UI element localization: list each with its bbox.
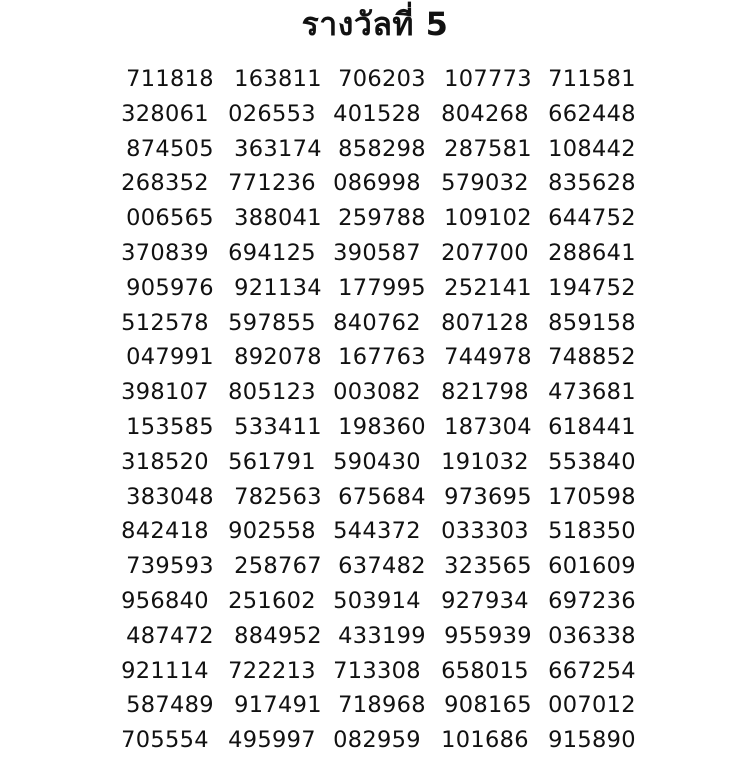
prize-number: 401528 [333,100,421,127]
prize-number: 287581 [444,135,532,162]
prize-number: 858298 [338,135,426,162]
prize-number: 908165 [444,692,532,719]
prize-number: 268352 [121,170,209,197]
prize-number: 288641 [548,239,636,266]
number-row [0,132,750,167]
number-row [0,166,750,201]
prize-number: 842418 [121,518,209,545]
prize-number: 840762 [333,309,421,336]
prize-number: 036338 [548,622,636,649]
prize-number: 109102 [444,205,532,232]
number-row [0,375,750,410]
number-row [0,688,750,723]
prize-number: 101686 [441,727,529,754]
prize-number: 902558 [228,518,316,545]
prize-number: 667254 [548,657,636,684]
prize-number: 107773 [444,66,532,92]
prize-number: 108442 [548,135,636,162]
prize-number: 859158 [548,309,636,336]
prize-number: 323565 [444,553,532,580]
prize-number: 503914 [333,587,421,614]
prize-number: 821798 [441,379,529,406]
prize-number: 915890 [548,727,636,754]
prize-number: 363174 [234,135,322,162]
prize-number: 495997 [228,727,316,754]
prize-number: 706203 [338,66,426,92]
prize-number: 722213 [228,657,316,684]
prize-number: 884952 [234,622,322,649]
page-title: รางวัลที่ 5 [301,5,449,43]
prize-number: 662448 [548,100,636,127]
number-row [0,445,750,480]
prize-number: 658015 [441,657,529,684]
prize-number: 553840 [548,448,636,475]
prize-number: 388041 [234,205,322,232]
prize-number: 328061 [121,100,209,127]
number-row [0,514,750,549]
prize-number: 003082 [333,379,421,406]
number-row [0,97,750,132]
prize-number: 705554 [121,727,209,754]
number-row [0,62,750,97]
prize-number: 258767 [234,553,322,580]
prize-number: 191032 [441,448,529,475]
prize-number: 512578 [121,309,209,336]
prize-number: 718968 [338,692,426,719]
prize-number: 007012 [548,692,636,719]
prize-number: 473681 [548,379,636,406]
prize-number: 618441 [548,413,636,440]
prize-number: 956840 [121,587,209,614]
prize-number: 167763 [338,344,426,371]
prize-number: 590430 [333,448,421,475]
number-row [0,410,750,445]
prize-number: 026553 [228,100,316,127]
prize-number: 835628 [548,170,636,197]
number-row [0,201,750,236]
prize-number: 637482 [338,553,426,580]
prize-number: 518350 [548,518,636,545]
prize-number: 177995 [338,274,426,301]
number-row [0,340,750,375]
prize-number: 587489 [126,692,214,719]
prize-number: 874505 [126,135,214,162]
prize-number: 804268 [441,100,529,127]
prize-number: 807128 [441,309,529,336]
prize-number: 675684 [338,483,426,510]
prize-number: 711581 [548,66,636,92]
prize-number: 973695 [444,483,532,510]
prize-number: 917491 [234,692,322,719]
number-row [0,619,750,654]
prize-number: 398107 [121,379,209,406]
prize-number: 921134 [234,274,322,301]
prize-number: 579032 [441,170,529,197]
prize-number: 892078 [234,344,322,371]
prize-number: 187304 [444,413,532,440]
number-row [0,480,750,515]
prize-number: 086998 [333,170,421,197]
prize-number: 771236 [228,170,316,197]
prize-number: 318520 [121,448,209,475]
prize-number: 082959 [333,727,421,754]
prize-number: 198360 [338,413,426,440]
number-row [0,549,750,584]
prize-number: 153585 [126,413,214,440]
number-row [0,723,750,758]
prize-number: 487472 [126,622,214,649]
number-row [0,306,750,341]
prize-number: 006565 [126,205,214,232]
prize-number: 251602 [228,587,316,614]
prize-number: 601609 [548,553,636,580]
prize-number: 927934 [441,587,529,614]
prize-number: 782563 [234,483,322,510]
prize-number: 805123 [228,379,316,406]
prize-number: 955939 [444,622,532,649]
prize-number: 905976 [126,274,214,301]
prize-number: 748852 [548,344,636,371]
prize-number: 697236 [548,587,636,614]
prize-number: 713308 [333,657,421,684]
prize-number: 711818 [126,66,214,92]
prize-number: 597855 [228,309,316,336]
prize-number: 207700 [441,239,529,266]
prize-number: 433199 [338,622,426,649]
prize-number: 194752 [548,274,636,301]
prize-number: 739593 [126,553,214,580]
prize-number: 644752 [548,205,636,232]
prize-number: 033303 [441,518,529,545]
prize-number: 921114 [121,657,209,684]
prize-number: 744978 [444,344,532,371]
prize-number: 252141 [444,274,532,301]
prize-number: 163811 [234,66,322,92]
number-row [0,584,750,619]
prize-number: 533411 [234,413,322,440]
number-row [0,654,750,689]
number-row [0,236,750,271]
prize-number: 390587 [333,239,421,266]
prize-number: 370839 [121,239,209,266]
prize-number: 561791 [228,448,316,475]
prize-number-grid [0,62,750,758]
prize-number: 544372 [333,518,421,545]
prize-number: 047991 [126,344,214,371]
prize-number: 694125 [228,239,316,266]
number-row [0,271,750,306]
prize-number: 170598 [548,483,636,510]
prize-number: 383048 [126,483,214,510]
prize-number: 259788 [338,205,426,232]
